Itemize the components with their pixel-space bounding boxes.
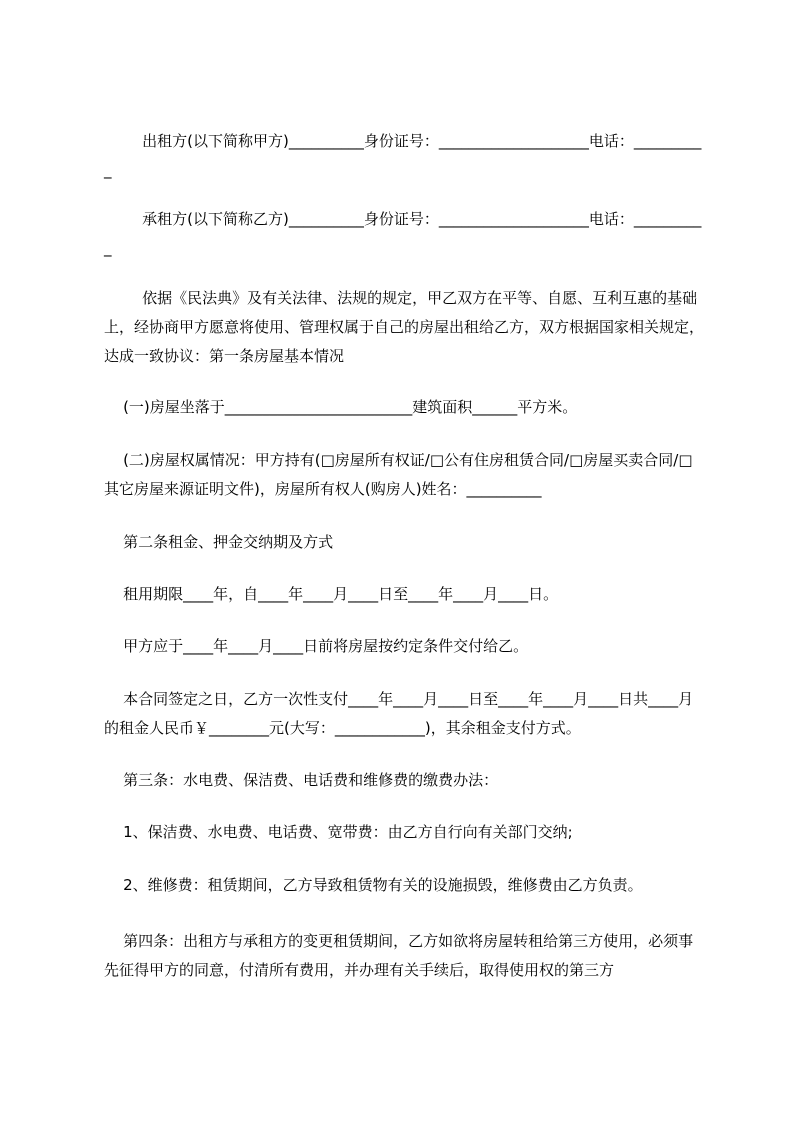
property-ownership-paragraph: (二)房屋权属情况：甲方持有(□房屋所有权证/□公有住房租赁合同/□房屋买卖合同/□其它房屋来源证明文件)，房屋所有权人(购房人)姓名：__________ — [104, 451, 693, 498]
legal-basis-paragraph: 依据《民法典》及有关法律、法规的规定，甲乙双方在平等、自愿、互利互惠的基础上，经协商甲方愿意将使用、管理权属于自己的房屋出租给乙方，双方根据国家相关规定，达成一致协议：第一条房屋基本情况 — [104, 289, 705, 365]
article-4-paragraph: 第四条：出租方与承租方的变更租赁期间，乙方如欲将房屋转租给第三方使用，必须事先征得甲方的同意，付清所有费用，并办理有关手续后，取得使用权的第三方 — [104, 932, 694, 979]
delivery-date-paragraph: 甲方应于____年____月____日前将房屋按约定条件交付给乙。 — [104, 637, 529, 655]
lease-term-paragraph: 租用期限____年，自____年____月____日至____年____月____日。 — [104, 585, 559, 603]
article-2-heading: 第二条租金、押金交纳期及方式 — [104, 533, 334, 551]
fees-item-1: 1、保洁费、水电费、电话费、宽带费：由乙方自行向有关部门交纳; — [104, 823, 573, 841]
property-location-paragraph: (一)房屋坐落于_________________________建筑面积______平方米。 — [104, 398, 578, 416]
fees-item-2: 2、维修费：租赁期间，乙方导致租赁物有关的设施损毁，维修费由乙方负责。 — [104, 876, 643, 894]
article-3-heading: 第三条：水电费、保洁费、电话费和维修费的缴费办法： — [104, 771, 499, 789]
rent-payment-paragraph: 本合同签定之日，乙方一次性支付____年____月____日至____年____月____日共____月的租金人民币￥________元(大写：____________)，其余租金支付方式。 — [104, 690, 694, 737]
lessor-info-paragraph: 出租方(以下简称甲方)__________身份证号：____________________电话：__________ — [104, 132, 702, 179]
lessee-info-paragraph: 承租方(以下简称乙方)__________身份证号：____________________电话：__________ — [104, 210, 702, 257]
